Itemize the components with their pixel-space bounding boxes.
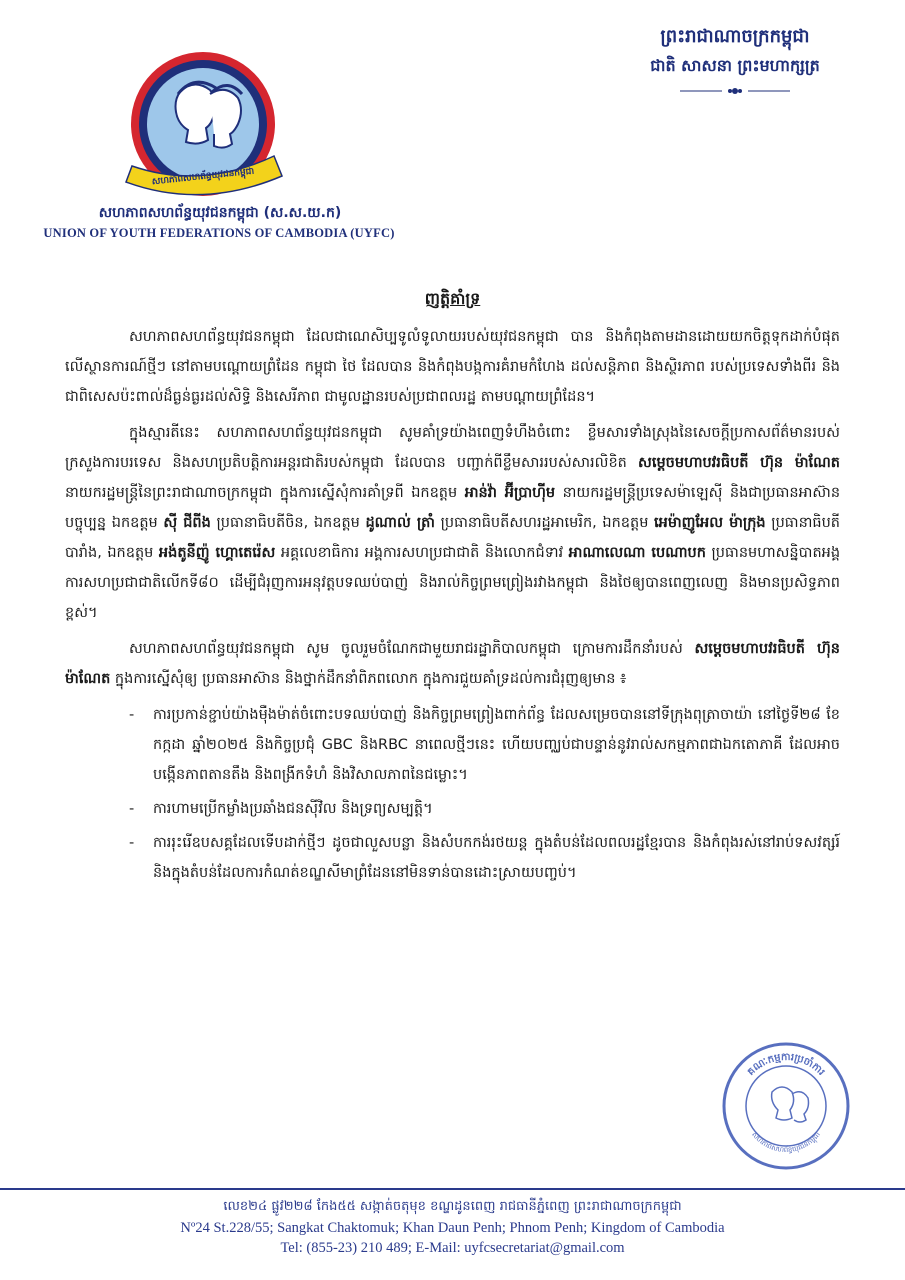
stamp-text-bottom: សហភាពសហព័ន្ធយុវជនកម្ពុជា <box>750 1130 822 1155</box>
name-anwar: អាន់វ៉ា អ៊ីប្រាហ៊ីម <box>464 485 556 501</box>
name-baerbock: អាណាលេណា បេណាបក <box>568 545 706 561</box>
name-pm: សម្តេចមហាបវរធិបតី ហ៊ុន ម៉ាណែត <box>638 455 841 471</box>
list-item: - ការរុះរើឧបសគ្គដែលទើបដាក់ថ្មីៗ ដូចជាលួសបន្លា និងសំបកកង់រថយន្ត ក្នុងតំបន់ដែលពលរដ្ឋខ្មែរបាន និងកំពុងរស់នៅរាប់ទសវត្សរ៍ និងក្នុងតំបន់ដែលការកំណត់ខណ្ឌសីមាព្រំដែននៅមិនទាន់បានដោះស្រាយបញ្ចប់។ <box>153 828 840 888</box>
logo-ribbon-text: សហភាពសហព័ន្ធយុវជនកម្ពុជា <box>151 166 255 188</box>
ornament-divider-icon <box>680 86 790 96</box>
paragraph-2: ក្នុងស្មារតីនេះ សហភាពសហព័ន្ធយុវជនកម្ពុជា សូមគាំទ្រយ៉ាងពេញទំហឹងចំពោះ ខ្លឹមសារទាំងស្រុងនៃសេចក្តីប្រកាសព័ត៌មានរបស់ក្រសួងការបរទេស និងសហប្រតិបត្តិការអន្តរជាតិរបស់កម្ពុជា ដែលបាន បញ្ជាក់ពីខ្លឹមសាររបស់សារលិខិត សម្តេចមហាបវរធិបតី ហ៊ុន ម៉ាណែត នាយករដ្ឋមន្ត្រីនៃព្រះរាជាណាចក្រកម្ពុជា ក្នុងការស្នើសុំការគាំទ្រពី ឯកឧត្តម អាន់វ៉ា អ៊ីប្រាហ៊ីម នាយករដ្ឋមន្ត្រីប្រទេសម៉ាឡេស៊ី និងជាប្រធានអាស៊ានបច្ចុប្បន្ន ឯកឧត្តម ស៊ី ជីពីង ប្រធានាធិបតីចិន, ឯកឧត្តម ដូណាល់ ត្រាំ ប្រធានាធិបតីសហរដ្ឋអាមេរិក, ឯកឧត្តម អេម៉ាញូអែល ម៉ាក្រុង ប្រធានាធិបតីបារាំង, ឯកឧត្តម អង់តូនីញ៉ូ ហ្គោតេរ៉េស អគ្គលេខាធិការ អង្គការសហប្រជាជាតិ និងលោកជំទាវ អាណាលេណា បេណាបក ប្រធានមហាសន្និបាតអង្គការសហប្រជាជាតិលើកទី៨០ ដើម្បីជំរុញការអនុវត្តបទឈប់បាញ់ និងរាល់កិច្ចព្រមព្រៀងរវាងកម្ពុជា និងថៃឲ្យបានពេញលេញ និងមានប្រសិទ្ធភាពខ្ពស់។ <box>65 425 841 621</box>
svg-text:សហភាពសហព័ន្ធយុវជនកម្ពុជា <box>750 1130 822 1154</box>
stamp-text-top: គណៈកម្មការប្រចាំការ <box>745 1051 827 1078</box>
list-item: - ការហាមប្រើកម្លាំងប្រឆាំងជនស៊ីវិល និងទ្រព្យសម្បត្តិ។ <box>153 794 840 824</box>
name-xi: ស៊ី ជីពីង <box>163 515 211 531</box>
name-macron: អេម៉ាញូអែល ម៉ាក្រុង <box>654 515 766 531</box>
paragraph-1: សហភាពសហព័ន្ធយុវជនកម្ពុជា ដែលជាណេសិប្បទូលំទូលាយរបស់យុវជនកម្ពុជា បាន និងកំពុងតាមដានដោយយកចិត្តទុកដាក់បំផុត លើស្ថានការណ៍ថ្មីៗ នៅតាមបណ្តោយព្រំដែន កម្ពុជា ថៃ ដែលបាន និងកំពុងបង្កការគំរាមកំហែង ដល់សន្តិភាព និងស្ថិរភាព របស់ប្រទេសទាំងពីរ និងជាពិសេសប៉ះពាល់ដ៏ធ្ងន់ធ្ងរដល់សិទ្ធិ និងសេរីភាព ជាមូលដ្ឋានរបស់ប្រជាពលរដ្ឋ តាមបណ្តាយព្រំដែន។ <box>65 329 840 405</box>
kingdom-motto <box>605 22 865 96</box>
paragraph-3: សហភាពសហព័ន្ធយុវជនកម្ពុជា សូម ចូលរួមចំណែកជាមួយរាជរដ្ឋាភិបាលកម្ពុជា ក្រោមការដឹកនាំរបស់ សម្តេចមហាបវរធិបតី ហ៊ុន ម៉ាណែត ក្នុងការស្នើសុំឲ្យ ប្រធានអាស៊ាន និងថ្នាក់ដឹកនាំពិភពលោក ក្នុងការជួយគាំទ្រដល់ការជំរុញឲ្យមាន ៖ <box>65 641 840 687</box>
address-khmer: លេខ២៤ ផ្លូវ២២៨ កែង៥៥ សង្កាត់ចតុមុខ ខណ្ឌដូនពេញ រាជធានីភ្នំពេញ ព្រះរាជាណាចក្រកម្ពុជា <box>223 1199 682 1214</box>
name-trump: ដូណាល់ ត្រាំ <box>365 515 435 531</box>
official-stamp <box>720 1040 852 1172</box>
nation-religion-king: ជាតិ សាសនា ព្រះមហាក្សត្រ <box>650 56 820 75</box>
name-pm-2: សម្តេចមហាបវរធិបតី ហ៊ុន ម៉ាណែត <box>65 641 840 687</box>
svg-text:គណៈកម្មការប្រចាំការ <box>746 1052 827 1078</box>
footer-divider <box>0 1188 905 1190</box>
kingdom-title: ព្រះរាជាណាចក្រកម្ពុជា <box>660 26 810 47</box>
uyfc-logo <box>118 48 288 203</box>
contact-info: Tel: (855-23) 210 489; E-Mail: uyfcsecretariat@gmail.com <box>280 1240 625 1256</box>
document-body <box>65 322 840 892</box>
footer <box>0 1196 905 1258</box>
org-name-khmer: សហភាពសហព័ន្ធយុវជនកម្ពុជា (ស.ស.យ.ក) <box>98 205 342 221</box>
name-guterres: អង់តូនីញ៉ូ ហ្គោតេរ៉េស <box>158 545 276 561</box>
document-title: ញត្តិគាំទ្រ <box>424 289 481 308</box>
demands-list <box>65 700 840 888</box>
list-item: - ការប្រកាន់ខ្ជាប់យ៉ាងម៉ឺងម៉ាត់ចំពោះបទឈប់បាញ់ និងកិច្ចព្រមព្រៀងពាក់ព័ន្ធ ដែលសម្រេចបាននៅទីក្រុងពុត្រាចាយ៉ា នៅថ្ងៃទី២៨ ខែកក្កដា ឆ្នាំ២០២៥ និងកិច្ចប្រជុំ GBC និងRBC នាពេលថ្មីៗនេះ ហើយបញ្ឈប់ជាបន្ទាន់នូវរាល់សកម្មភាពជាឯកតោភាគី ដែលអាចបង្កើនភាពតានតឹង និងពង្រីកទំហំ និងវិសាលភាពនៃជម្លោះ។ <box>153 700 840 790</box>
address-english: Nº24 St.228/55; Sangkat Chaktomuk; Khan Daun Penh; Phnom Penh; Kingdom of Cambodia <box>180 1220 725 1236</box>
org-name-english: UNION OF YOUTH FEDERATIONS OF CAMBODIA (UYFC) <box>43 226 395 240</box>
